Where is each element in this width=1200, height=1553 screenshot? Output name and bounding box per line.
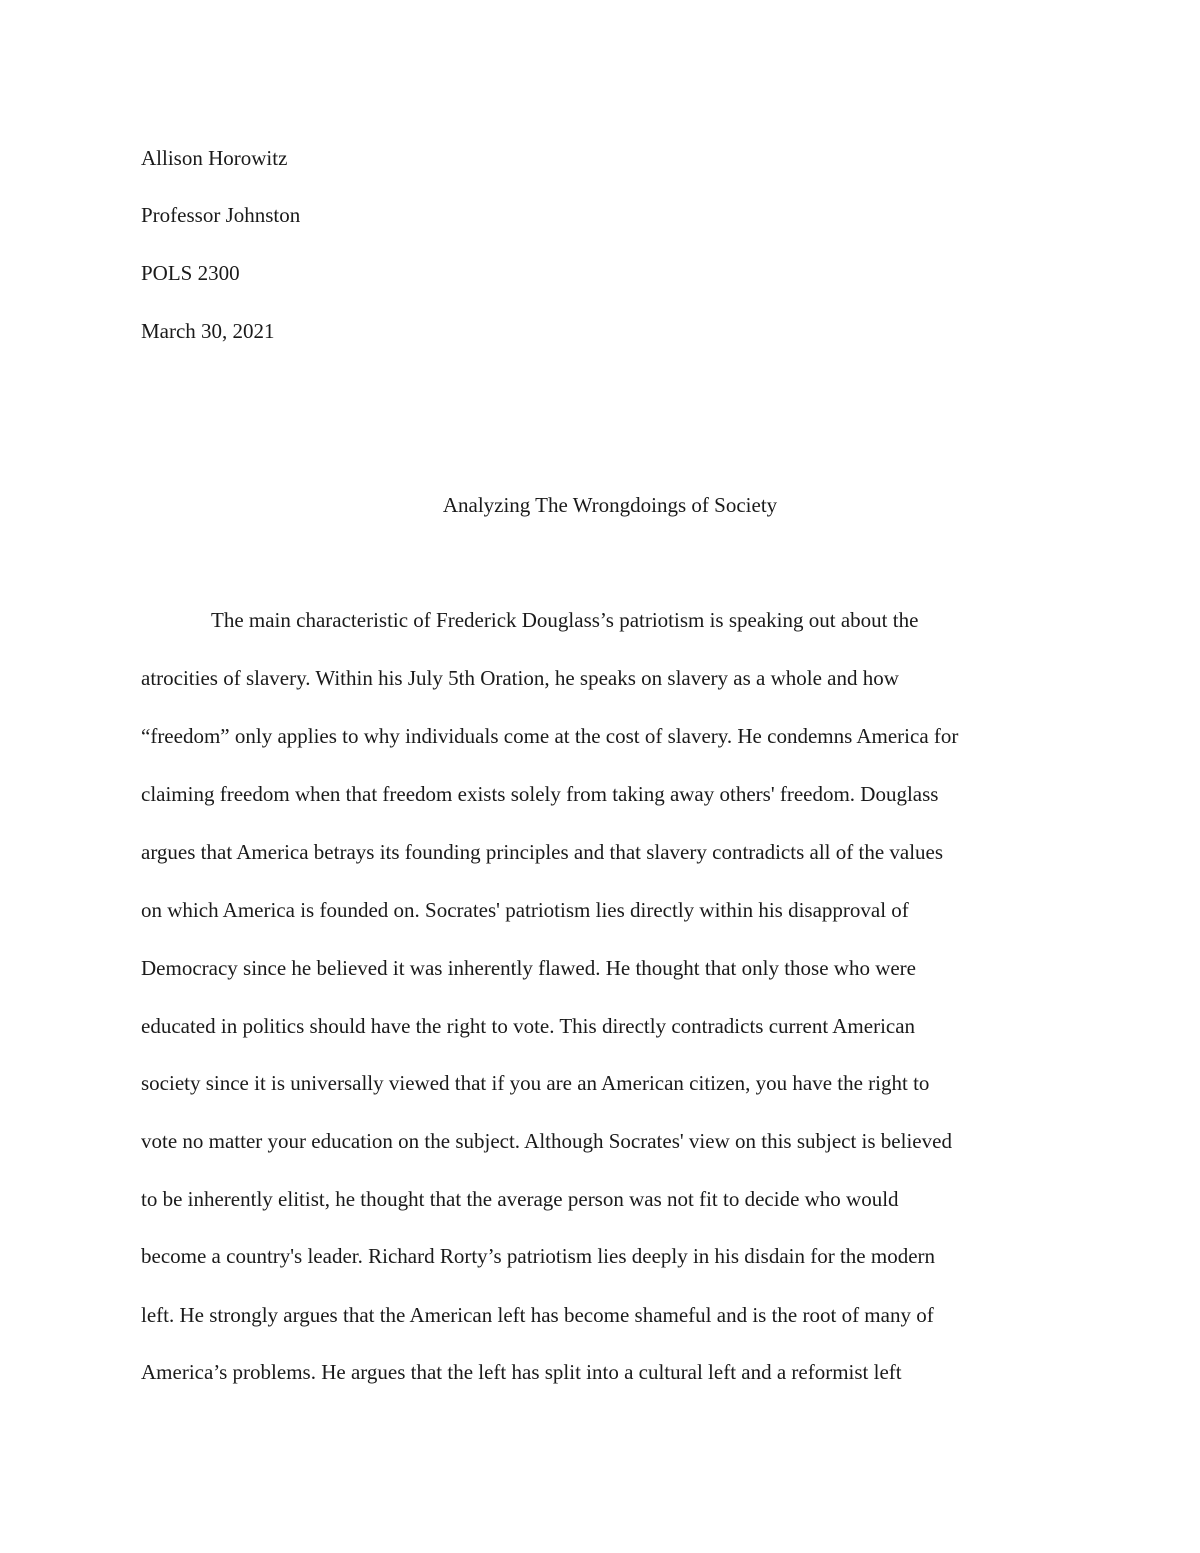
- body-line: atrocities of slavery. Within his July 5th Oration, he speaks on slavery as a whole and how: [141, 666, 899, 690]
- essay-title: Analyzing The Wrongdoings of Society: [442, 493, 778, 517]
- author-name: Allison Horowitz: [141, 146, 288, 170]
- body-line: on which America is founded on. Socrates' patriotism lies directly within his disapproval of: [141, 898, 909, 922]
- professor-name: Professor Johnston: [141, 203, 301, 227]
- body-line: “freedom” only applies to why individuals come at the cost of slavery. He condemns America for: [141, 724, 959, 748]
- body-line: become a country's leader. Richard Rorty’s patriotism lies deeply in his disdain for the modern: [141, 1244, 936, 1268]
- document-date: March 30, 2021: [141, 319, 275, 343]
- body-line: Democracy since he believed it was inherently flawed. He thought that only those who were: [141, 956, 917, 980]
- body-line: educated in politics should have the right to vote. This directly contradicts current American: [141, 1014, 916, 1038]
- body-line: America’s problems. He argues that the left has split into a cultural left and a reformist left: [141, 1360, 902, 1384]
- body-line: society since it is universally viewed that if you are an American citizen, you have the right to: [141, 1071, 930, 1095]
- body-line: claiming freedom when that freedom exists solely from taking away others' freedom. Douglass: [141, 782, 939, 806]
- body-line: vote no matter your education on the subject. Although Socrates' view on this subject is believed: [141, 1129, 952, 1153]
- body-line: left. He strongly argues that the American left has become shameful and is the root of many of: [141, 1303, 934, 1327]
- body-line: argues that America betrays its founding principles and that slavery contradicts all of the values: [141, 840, 944, 864]
- course-code: POLS 2300: [141, 261, 240, 285]
- body-line: The main characteristic of Frederick Douglass’s patriotism is speaking out about the: [211, 608, 919, 632]
- body-line: to be inherently elitist, he thought that the average person was not fit to decide who would: [141, 1187, 899, 1211]
